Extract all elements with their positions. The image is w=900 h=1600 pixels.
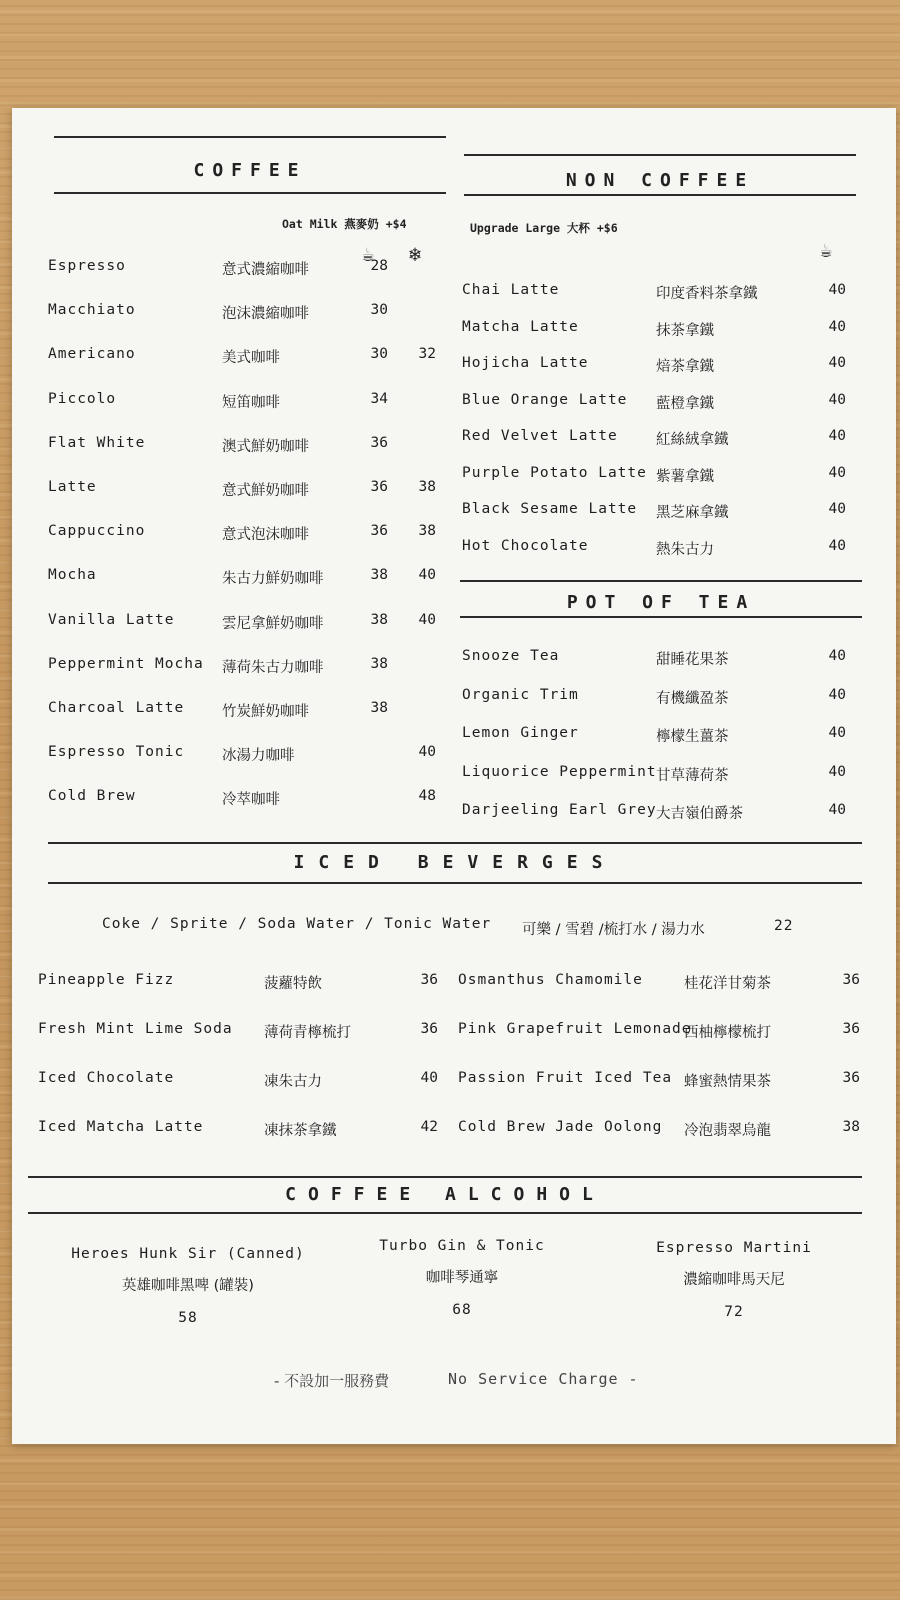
item-name-zh: 檸檬生薑茶 (656, 729, 729, 745)
hot-cup-icon-2: ☕ (820, 238, 833, 262)
hot-price: 36 (370, 479, 388, 495)
item-name-zh: 有機纖盈茶 (656, 690, 729, 707)
non-coffee-item (462, 428, 862, 454)
item-name-zh: 甜睡花果茶 (656, 652, 729, 668)
coffee-title: COFFEE (193, 160, 307, 181)
item-name-en: Macchiato (48, 302, 136, 319)
item-name-en: Red Velvet Latte (462, 428, 618, 444)
item-name-zh: 抹茶拿鐵 (656, 322, 714, 339)
iced-price: 48 (418, 788, 436, 805)
item-name-en: Latte (48, 479, 97, 495)
coffee-item (48, 302, 448, 328)
item-name-en: Purple Potato Latte (462, 464, 647, 481)
item-name-zh: 咖啡琴通寧 (425, 1270, 499, 1286)
soft-drinks-en: Coke / Sprite / Soda Water / Tonic Water (102, 916, 492, 932)
hot-price: 38 (370, 700, 388, 716)
item-name-zh: 冷泡翡翠烏龍 (684, 1123, 771, 1139)
iced-rule-bottom (48, 882, 862, 884)
item-name-zh: 冰湯力咖啡 (222, 748, 295, 765)
iced-item (38, 1021, 438, 1047)
iced-title: ICED BEVERGES (293, 852, 617, 873)
upgrade-large-note: Upgrade Large 大杯 +$6 (470, 221, 618, 235)
non-coffee-item (462, 319, 862, 345)
item-name-en: Blue Orange Latte (462, 391, 628, 408)
item-name-zh: 西柚檸檬梳打 (684, 1025, 771, 1041)
item-name-en: Lemon Ginger (462, 725, 579, 741)
iced-item (458, 972, 862, 998)
item-name-zh: 朱古力鮮奶咖啡 (222, 571, 324, 588)
item-name-en: Cappuccino (48, 523, 146, 540)
iced-item (38, 1119, 438, 1145)
non-coffee-item (462, 392, 862, 418)
item-name-zh: 甘草薄荷茶 (656, 767, 729, 784)
coffee-item (48, 656, 448, 682)
hot-price: 38 (370, 567, 388, 584)
iced-price: 40 (418, 744, 436, 761)
item-name-en: Darjeeling Earl Grey (462, 802, 657, 818)
item-name-en: Hot Chocolate (462, 537, 589, 554)
price: 40 (828, 537, 846, 554)
item-price: 58 (178, 1310, 198, 1326)
hot-price: 36 (370, 434, 388, 451)
item-name-en: Piccolo (48, 390, 117, 407)
non-coffee-item (462, 355, 862, 381)
price: 42 (420, 1119, 438, 1135)
item-name-en: Liquorice Peppermint (462, 763, 657, 780)
item-name-zh: 澳式鮮奶咖啡 (222, 438, 309, 455)
item-name-zh: 桂花洋甘菊茶 (684, 976, 771, 992)
price: 36 (842, 972, 860, 988)
coffee-item (48, 700, 448, 726)
price: 40 (828, 355, 846, 371)
iced-price: 32 (418, 346, 436, 363)
item-name-en: Iced Matcha Latte (38, 1119, 204, 1135)
price: 40 (828, 464, 846, 481)
item-price: 68 (452, 1302, 472, 1318)
item-name-zh: 黑芝麻拿鐵 (656, 505, 729, 521)
non-coffee-title: NON COFFEE (565, 170, 755, 191)
non-coffee-item (462, 465, 862, 491)
non-coffee-rule-bottom (464, 194, 856, 196)
item-name-zh: 菠蘿特飲 (264, 976, 322, 992)
tea-item (462, 687, 862, 713)
hot-price: 30 (370, 346, 388, 363)
hot-cup-icon: ☕ (362, 242, 375, 266)
item-name-zh: 意式鮮奶咖啡 (222, 483, 309, 499)
item-name-en: Fresh Mint Lime Soda (38, 1021, 233, 1037)
footer-zh: - 不設加一服務費 (274, 1372, 390, 1390)
price: 40 (828, 725, 846, 741)
item-name-en: Chai Latte (462, 282, 560, 298)
item-name-zh: 美式咖啡 (222, 350, 280, 367)
item-name-en: Heroes Hunk Sir (Canned) (71, 1246, 305, 1262)
price: 40 (828, 318, 846, 335)
hot-price: 36 (370, 523, 388, 540)
iced-price: 40 (418, 567, 436, 584)
coffee-item (48, 435, 448, 461)
item-name-zh: 紫薯拿鐵 (656, 468, 714, 485)
item-name-en: Charcoal Latte (48, 700, 185, 716)
item-name-en: Espresso Martini (656, 1240, 812, 1256)
alcohol-rule-bottom (28, 1212, 862, 1214)
price: 36 (842, 1021, 860, 1037)
item-name-en: Osmanthus Chamomile (458, 972, 643, 988)
item-name-en: Passion Fruit Iced Tea (458, 1070, 673, 1086)
item-name-en: Flat White (48, 434, 146, 451)
menu-card (12, 108, 896, 1444)
price: 40 (420, 1070, 438, 1086)
coffee-item (48, 258, 448, 284)
item-name-zh: 泡沫濃縮咖啡 (222, 306, 309, 323)
item-name-en: Espresso Tonic (48, 744, 185, 761)
item-name-en: Pineapple Fizz (38, 972, 175, 988)
coffee-item (48, 744, 448, 770)
coffee-item (48, 391, 448, 417)
non-coffee-rule-top (464, 154, 856, 156)
coffee-item (48, 479, 448, 505)
iced-item (458, 1119, 862, 1145)
price: 36 (420, 972, 438, 988)
item-name-zh: 藍橙拿鐵 (656, 395, 714, 412)
tea-rule-top (460, 580, 862, 582)
footer-en: No Service Charge - (448, 1370, 639, 1388)
coffee-rule-bottom (54, 192, 446, 194)
item-name-en: Iced Chocolate (38, 1070, 175, 1086)
oat-milk-note: Oat Milk 燕麥奶 +$4 (282, 217, 407, 231)
tea-item (462, 802, 862, 828)
item-name-zh: 英雄咖啡黑啤 (罐裝) (122, 1278, 254, 1294)
soft-drinks-price: 22 (774, 918, 794, 934)
iced-item (38, 1070, 438, 1096)
alcohol-item (332, 1230, 592, 1326)
coffee-item (48, 346, 448, 372)
item-name-zh: 紅絲絨拿鐵 (656, 432, 729, 448)
item-name-zh: 濃縮咖啡馬天尼 (683, 1272, 785, 1288)
non-coffee-item (462, 501, 862, 527)
price: 40 (828, 391, 846, 408)
iced-rule-top (48, 842, 862, 844)
alcohol-title: COFFEE ALCOHOL (285, 1184, 605, 1205)
price: 40 (828, 802, 846, 818)
iced-item (458, 1070, 862, 1096)
item-name-zh: 薄荷朱古力咖啡 (222, 659, 324, 676)
price: 40 (828, 428, 846, 444)
item-name-en: Organic Trim (462, 686, 579, 703)
price: 40 (828, 501, 846, 517)
iced-price: 40 (418, 611, 436, 628)
item-price: 72 (724, 1304, 744, 1320)
snowflake-icon: ❄ (409, 242, 422, 266)
tea-item (462, 764, 862, 790)
item-name-en: Americano (48, 346, 136, 363)
item-name-zh: 短笛咖啡 (222, 394, 280, 411)
item-name-en: Peppermint Mocha (48, 655, 204, 672)
item-name-zh: 雲尼拿鮮奶咖啡 (222, 615, 324, 632)
iced-price: 38 (418, 523, 436, 540)
coffee-rule-top (54, 136, 446, 138)
item-name-en: Cold Brew Jade Oolong (458, 1119, 663, 1135)
tea-title: POT OF TEA (566, 592, 756, 613)
item-name-zh: 大吉嶺伯爵茶 (656, 806, 743, 822)
hot-price: 30 (370, 302, 388, 319)
price: 36 (842, 1070, 860, 1086)
item-name-zh: 意式泡沫咖啡 (222, 527, 309, 544)
tea-item (462, 725, 862, 751)
iced-item (38, 972, 438, 998)
price: 40 (828, 648, 846, 664)
item-name-zh: 熱朱古力 (656, 541, 714, 558)
item-name-zh: 凍抹茶拿鐵 (264, 1123, 337, 1139)
alcohol-item (604, 1232, 864, 1328)
soft-drinks-zh: 可樂 / 雪碧 /梳打水 / 湯力水 (522, 922, 705, 938)
price: 38 (842, 1119, 860, 1135)
item-name-en: Hojicha Latte (462, 355, 589, 371)
item-name-zh: 凍朱古力 (264, 1074, 322, 1090)
item-name-zh: 竹炭鮮奶咖啡 (222, 704, 309, 720)
item-name-en: Matcha Latte (462, 318, 579, 335)
price: 36 (420, 1021, 438, 1037)
hot-price: 38 (370, 611, 388, 628)
iced-item (458, 1021, 862, 1047)
coffee-item (48, 612, 448, 638)
item-name-en: Black Sesame Latte (462, 501, 638, 517)
hot-price: 38 (370, 655, 388, 672)
alcohol-item (58, 1238, 318, 1334)
tea-rule-bottom (460, 616, 862, 618)
item-name-en: Espresso (48, 258, 126, 274)
item-name-en: Pink Grapefruit Lemonade (458, 1021, 692, 1037)
coffee-item (48, 788, 448, 814)
item-name-en: Turbo Gin & Tonic (379, 1238, 545, 1254)
non-coffee-item (462, 538, 862, 564)
price: 40 (828, 282, 846, 298)
item-name-en: Vanilla Latte (48, 611, 175, 628)
item-name-zh: 意式濃縮咖啡 (222, 262, 309, 278)
item-name-zh: 焙茶拿鐵 (656, 359, 714, 375)
item-name-zh: 蜂蜜熱情果茶 (684, 1074, 771, 1090)
alcohol-rule-top (28, 1176, 862, 1178)
non-coffee-item (462, 282, 862, 308)
item-name-zh: 印度香料茶拿鐵 (656, 286, 758, 302)
hot-price: 28 (370, 258, 388, 274)
item-name-en: Mocha (48, 567, 97, 584)
item-name-zh: 冷萃咖啡 (222, 792, 280, 809)
item-name-en: Snooze Tea (462, 648, 560, 664)
tea-item (462, 648, 862, 674)
item-name-zh: 薄荷青檸梳打 (264, 1025, 351, 1041)
iced-price: 38 (418, 479, 436, 495)
hot-price: 34 (370, 390, 388, 407)
coffee-item (48, 523, 448, 549)
price: 40 (828, 686, 846, 703)
item-name-en: Cold Brew (48, 788, 136, 805)
coffee-item (48, 567, 448, 593)
price: 40 (828, 763, 846, 780)
